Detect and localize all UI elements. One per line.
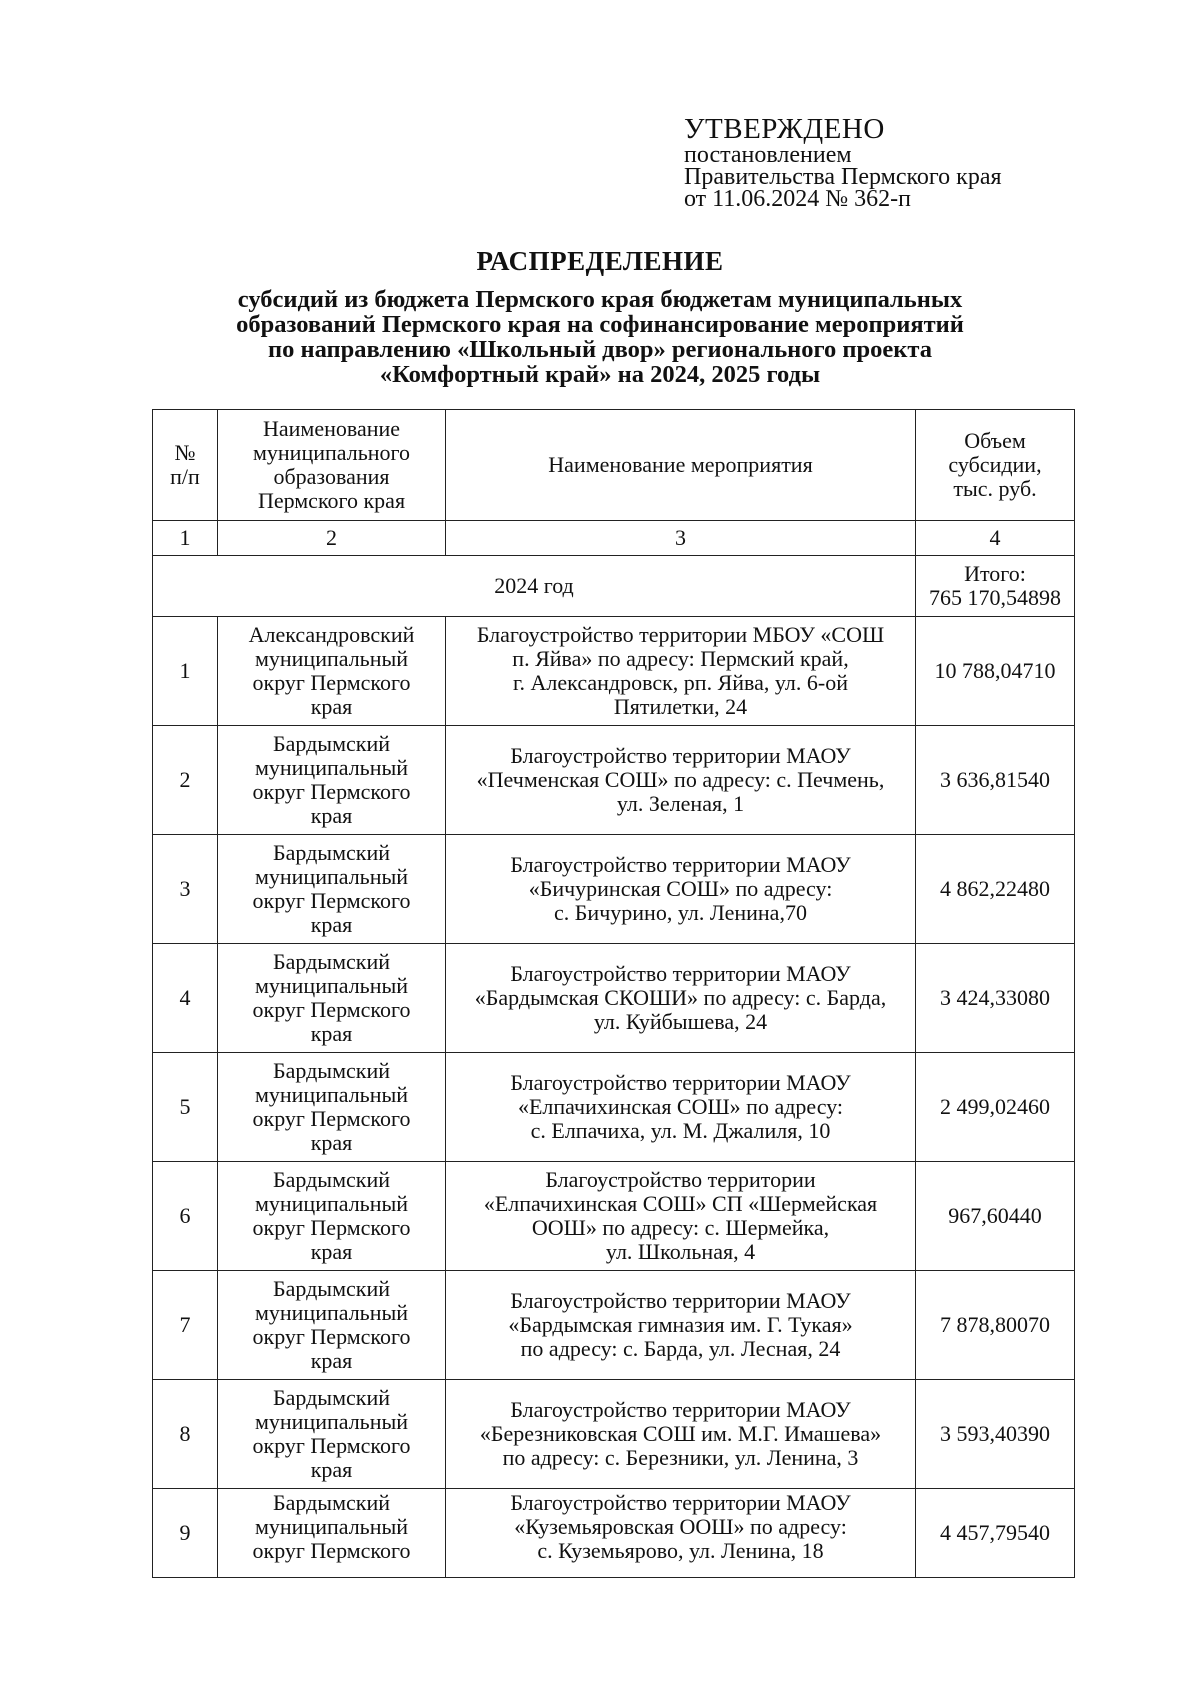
- row-number: 7: [153, 1271, 218, 1380]
- row-event: Благоустройство территории МАОУ «Елпачихинская СОШ» по адресу: с. Елпачиха, ул. М. Джалиля, 10: [446, 1053, 916, 1162]
- row-municipality: Бардымский муниципальный округ Пермского края: [218, 1053, 446, 1162]
- header-event: Наименование мероприятия: [446, 410, 916, 521]
- row-municipality: Бардымский муниципальный округ Пермского края: [218, 1271, 446, 1380]
- row-amount: 3 424,33080: [916, 944, 1075, 1053]
- table-row: [153, 1489, 1075, 1578]
- row-number: 6: [153, 1162, 218, 1271]
- row-municipality: Бардымский муниципальный округ Пермского: [218, 1489, 446, 1578]
- subtitle-line-1: субсидий из бюджета Пермского края бюджетам муниципальных: [237, 286, 963, 313]
- row-amount: 7 878,80070: [916, 1271, 1075, 1380]
- row-number: 8: [153, 1380, 218, 1489]
- approval-line-3: от 11.06.2024 № 362-п: [684, 186, 912, 212]
- row-event: Благоустройство территории МАОУ «Бардымская гимназия им. Г. Тукая» по адресу: с. Барда, ул. Лесная, 24: [446, 1271, 916, 1380]
- table-row: [153, 944, 1075, 1053]
- row-municipality: Бардымский муниципальный округ Пермского края: [218, 944, 446, 1053]
- row-number: 5: [153, 1053, 218, 1162]
- table-row: [153, 1380, 1075, 1489]
- column-number-row: [153, 521, 1075, 556]
- approval-line-2: Правительства Пермского края: [684, 164, 1002, 190]
- row-municipality: Александровский муниципальный округ Пермского края: [218, 617, 446, 726]
- row-amount: 4 862,22480: [916, 835, 1075, 944]
- column-number: 4: [916, 521, 1075, 556]
- row-number: 2: [153, 726, 218, 835]
- row-amount: 3 636,81540: [916, 726, 1075, 835]
- row-event: Благоустройство территории МАОУ «Бичуринская СОШ» по адресу: с. Бичурино, ул. Ленина,70: [446, 835, 916, 944]
- row-event: Благоустройство территории МАОУ «Березниковская СОШ им. М.Г. Имашева» по адресу: с. Березники, ул. Ленина, 3: [446, 1380, 916, 1489]
- row-amount: 3 593,40390: [916, 1380, 1075, 1489]
- row-amount: 967,60440: [916, 1162, 1075, 1271]
- year-label: 2024 год: [153, 556, 916, 617]
- year-row: [153, 556, 1075, 617]
- header-municipality: Наименование муниципального образования Пермского края: [218, 410, 446, 521]
- table-row: [153, 1162, 1075, 1271]
- header-num: № п/п: [153, 410, 218, 521]
- approval-line-1: постановлением: [684, 142, 852, 168]
- row-amount: 10 788,04710: [916, 617, 1075, 726]
- row-event: Благоустройство территории МАОУ «Бардымская СКОШИ» по адресу: с. Барда, ул. Куйбышева, 24: [446, 944, 916, 1053]
- approved-heading: УТВЕРЖДЕНО: [684, 113, 885, 145]
- approval-stamp: [684, 114, 1104, 210]
- year-total: Итого: 765 170,54898: [916, 556, 1075, 617]
- header-amount: Объем субсидии, тыс. руб.: [916, 410, 1075, 521]
- subtitle-line-4: «Комфортный край» на 2024, 2025 годы: [379, 361, 821, 388]
- column-number: 2: [218, 521, 446, 556]
- row-municipality: Бардымский муниципальный округ Пермского края: [218, 835, 446, 944]
- row-number: 9: [153, 1489, 218, 1578]
- table-row: [153, 617, 1075, 726]
- subtitle-line-3: по направлению «Школьный двор» регионального проекта: [267, 336, 932, 363]
- distribution-table: [152, 409, 1075, 1578]
- row-municipality: Бардымский муниципальный округ Пермского края: [218, 1162, 446, 1271]
- row-municipality: Бардымский муниципальный округ Пермского края: [218, 726, 446, 835]
- row-municipality: Бардымский муниципальный округ Пермского края: [218, 1380, 446, 1489]
- table-row: [153, 1053, 1075, 1162]
- row-amount: 4 457,79540: [916, 1489, 1075, 1578]
- row-number: 3: [153, 835, 218, 944]
- document-title: РАСПРЕДЕЛЕНИЕ: [476, 246, 724, 276]
- table-row: [153, 835, 1075, 944]
- table-row: [153, 1271, 1075, 1380]
- table-header-row: [153, 410, 1075, 521]
- row-event: Благоустройство территории МАОУ «Куземьяровская ООШ» по адресу: с. Куземьярово, ул. Ленина, 18: [446, 1489, 916, 1578]
- row-amount: 2 499,02460: [916, 1053, 1075, 1162]
- document-subtitle: [150, 287, 1050, 387]
- row-event: Благоустройство территории «Елпачихинская СОШ» СП «Шермейская ООШ» по адресу: с. Шермейка, ул. Школьная, 4: [446, 1162, 916, 1271]
- row-event: Благоустройство территории МБОУ «СОШ п. Яйва» по адресу: Пермский край, г. Александровск, рп. Яйва, ул. 6-ой Пятилетки, 24: [446, 617, 916, 726]
- row-event: Благоустройство территории МАОУ «Печменская СОШ» по адресу: с. Печмень, ул. Зеленая, 1: [446, 726, 916, 835]
- column-number: 1: [153, 521, 218, 556]
- row-number: 1: [153, 617, 218, 726]
- row-number: 4: [153, 944, 218, 1053]
- column-number: 3: [446, 521, 916, 556]
- subtitle-line-2: образований Пермского края на софинансирование мероприятий: [236, 311, 964, 338]
- table-row: [153, 726, 1075, 835]
